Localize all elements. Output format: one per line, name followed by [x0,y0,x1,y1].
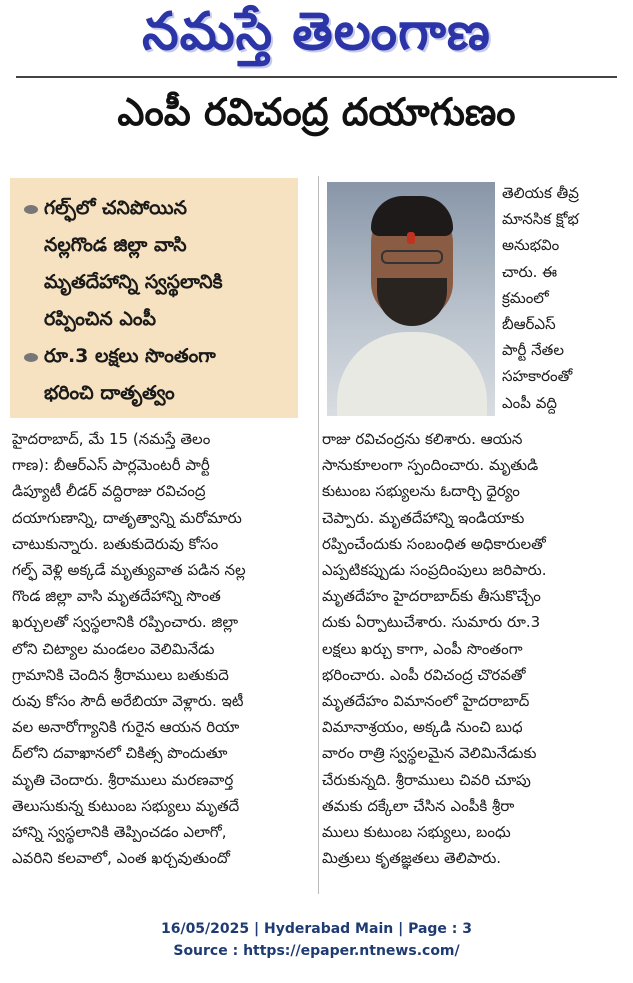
body-line: తెలుసుకున్న కుటుంబ సభ్యులు మృతదే [12,796,240,815]
body-line: ఎప్పటికప్పుడు సంప్రదింపులు జరిపారు. [322,561,547,580]
body-line: మృతదేహం విమానంలో హైదరాబాద్ [322,692,530,711]
photo-hair [371,196,453,236]
body-line: హాన్ని స్వస్థలానికి తెప్పించడం ఎలాగో, [12,823,227,842]
body-line: రప్పించేందుకు సంబంధిత అధికారులతో [322,534,546,553]
source-link[interactable]: Source : https://epaper.ntnews.com/ [173,943,460,959]
body-line: చాటుకున్నారు. బతుకుదెరువు కోసం [12,534,219,553]
body-line: హైదరాబాద్, మే 15 (నమస్తే తెలం [12,430,211,448]
body-line: ద్‌లోని దవాఖానలో చికిత్స పొందుతూ [12,744,228,763]
body-line: సానుకూలంగా స్పందించారు. మృతుడి [322,456,539,475]
body-line: గ్రామానికి చెందిన శ్రీరాములు బతుకుదె [12,665,229,684]
body-line: కుటుంబ సభ్యులను ఓదార్చి ధైర్యం [322,482,520,501]
deck-line: రూ.3 లక్షలు సొంతంగా [44,345,216,367]
deck-line: రప్పించిన ఎంపీ [44,308,156,330]
deck-point [24,338,288,412]
body-line: చేరుకున్నది. శ్రీరాములు చివరి చూపు [322,770,531,789]
body-line: మానసిక క్షోభ [502,210,579,229]
body-line: మృతి చెందారు. శ్రీరాములు మరణవార్త [12,770,234,789]
body-line: క్రమంలో [502,288,549,307]
bullet-icon [24,205,38,214]
deck-line: మృతదేహాన్ని స్వస్థలానికి [44,271,223,293]
photo-tilak [407,232,415,244]
bullet-icon [24,353,38,362]
body-line: లక్షలు ఖర్చు కాగా, ఎంపీ సొంతంగా [322,639,523,658]
body-line: ఎవరిని కలవాలో, ఎంత ఖర్చవుతుందో [12,849,230,868]
body-line: తమకు దక్కేలా చేసిన ఎంపీకి శ్రీరా [322,796,515,815]
deck-box [10,178,298,418]
body-line: రాజు రవిచంద్రను కలిశారు. ఆయన [322,430,523,448]
body-line: వారం రాత్రి స్వస్థలమైన వెలిమినేడుకు [322,744,537,763]
body-line: ములు కుటుంబ సభ్యులు, బంధు [322,823,511,842]
body-line: దుకు ఏర్పాటుచేశారు. సుమారు రూ.3 [322,613,541,632]
body-line: లోని చిట్యాల మండలం వెలిమినేడు [12,639,215,658]
body-line: వల అనారోగ్యానికి గురైన ఆయన రియా [12,718,240,737]
body-line: భరించారు. ఎంపీ రవిచంద్ర చొరవతో [322,665,526,684]
photo-beard [377,278,447,326]
body-side-column [502,180,606,416]
deck-line: భరించి దాతృత్వం [44,382,175,404]
body-line: తెలియక తీవ్ర [502,184,579,202]
deck-point [24,190,288,338]
body-line: మృతదేహం హైదరాబాద్‌కు తీసుకొచ్చేం [322,587,541,606]
deck-line: నల్లగొండ జిల్లా వాసి [44,234,187,256]
body-right-column [322,426,606,871]
body-left-column [12,426,318,871]
body-line: గాణ): బీఆర్ఎస్ పార్లమెంటరీ పార్టీ [12,456,210,475]
body-line: రువు కోసం సౌదీ అరేబియా వెళ్లారు. ఇటీ [12,692,244,711]
body-line: ఎంపీ వద్ది [502,393,557,412]
portrait-photo [327,182,495,416]
masthead: నమస్తే తెలంగాణ [142,1,491,62]
body-line: మిత్రులు కృతజ్ఞతలు తెలిపారు. [322,849,502,868]
body-line: చెప్పారు. మృతదేహాన్ని ఇండియాకు [322,508,525,527]
body-line: డిప్యూటీ లీడర్ వద్దిరాజు రవిచంద్ర [12,482,206,501]
edition-info: 16/05/2025 | Hyderabad Main | Page : 3 [160,921,473,937]
body-line: గల్ఫ్ వెళ్లి అక్కడే మృత్యువాత పడిన నల్ల [12,561,246,580]
body-line: గొండ జిల్లా వాసి మృతదేహాన్ని సొంత [12,587,221,606]
headline: ఎంపీ రవిచంద్ర దయాగుణం [117,90,516,134]
body-line: అనుభవిం [502,236,560,255]
photo-shirt [337,332,487,416]
body-line: విమానాశ్రయం, అక్కడి నుంచి బుధ [322,718,523,737]
body-line: చారు. ఈ [502,262,558,281]
body-line: బీఆర్ఎస్ [502,315,556,334]
deck-line: గల్ఫ్‌లో చనిపోయిన [44,197,187,219]
body-line: సహకారంతో [502,367,573,386]
column-rule [318,176,319,894]
body-line: ఖర్చులతో స్వస్థలానికి రప్పించారు. జిల్లా [12,613,239,632]
body-line: దయాగుణాన్ని, దాతృత్వాన్ని మరోమారు [12,508,242,527]
photo-glasses [381,250,443,264]
body-line: పార్టీ నేతల [502,341,564,360]
